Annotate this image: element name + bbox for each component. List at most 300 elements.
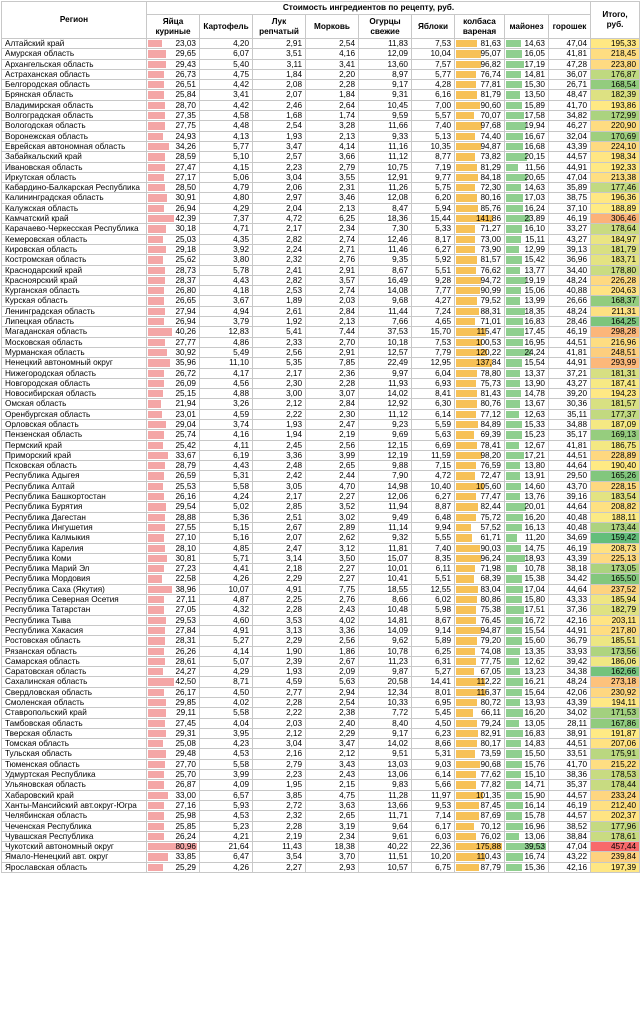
value-cell	[200, 543, 253, 553]
value-cell	[412, 234, 455, 244]
value-cell	[200, 69, 253, 79]
data-bar	[456, 122, 482, 129]
data-bar	[148, 370, 164, 377]
value-text: 47,04	[566, 842, 588, 852]
value-text: 47,04	[566, 172, 588, 182]
value-text: 39,16	[566, 492, 588, 502]
value-text: 15,60	[524, 636, 545, 646]
value-cell	[306, 461, 359, 471]
value-text: 27,47	[175, 162, 196, 172]
value-cell	[549, 718, 591, 728]
data-bar	[148, 153, 165, 160]
value-cell	[455, 584, 505, 594]
data-bar	[456, 164, 477, 171]
data-bar	[456, 267, 476, 274]
value-cell	[147, 296, 200, 306]
data-bar	[506, 411, 519, 418]
value-text: 81,63	[480, 39, 501, 48]
value-cell	[505, 255, 549, 265]
value-cell	[147, 327, 200, 337]
value-cell	[200, 172, 253, 182]
value-cell	[455, 90, 505, 100]
value-cell	[412, 100, 455, 110]
value-text: 30,36	[566, 399, 588, 409]
value-cell	[253, 131, 306, 141]
value-text: 77,12	[480, 409, 501, 419]
value-text: 2,29	[339, 728, 355, 738]
value-text: 7,14	[435, 811, 451, 821]
data-bar	[148, 812, 164, 819]
value-text: 5,16	[233, 533, 249, 543]
value-text: 4,50	[435, 718, 451, 728]
value-cell	[253, 718, 306, 728]
value-cell	[505, 522, 549, 532]
data-bar	[148, 184, 165, 191]
value-text: 2,28	[339, 378, 355, 388]
value-text: 15,80	[524, 595, 545, 605]
value-text: 3,47	[339, 739, 355, 749]
value-cell	[200, 749, 253, 759]
region-cell: Новосибирская область	[2, 389, 147, 399]
value-text: 44,51	[566, 450, 588, 460]
region-cell: Забайкальский край	[2, 152, 147, 162]
value-cell	[505, 533, 549, 543]
value-cell	[200, 275, 253, 285]
value-text: 11,83	[388, 39, 408, 48]
value-cell	[412, 800, 455, 810]
value-cell	[306, 172, 359, 182]
value-text: 13,93	[524, 698, 545, 707]
value-cell	[549, 49, 591, 59]
value-text: 5,35	[286, 358, 302, 368]
value-cell	[306, 625, 359, 635]
region-cell: Челябинская область	[2, 811, 147, 821]
value-text: 4,43	[233, 461, 249, 471]
value-cell	[455, 409, 505, 419]
value-text: 76,02	[480, 831, 501, 841]
value-cell	[147, 728, 200, 738]
total-cell: 273,18	[591, 677, 640, 687]
value-cell	[200, 358, 253, 368]
data-bar	[148, 575, 162, 582]
data-bar	[148, 40, 162, 47]
value-cell	[147, 800, 200, 810]
data-bar	[506, 40, 521, 47]
value-text: 3,46	[339, 193, 355, 203]
value-cell	[147, 306, 200, 316]
region-cell: Ямало-Ненецкий авт. округ	[2, 852, 147, 862]
value-cell	[412, 214, 455, 224]
value-cell	[412, 172, 455, 182]
table-row	[2, 152, 640, 162]
value-text: 29,53	[175, 615, 196, 625]
value-text: 43,39	[566, 553, 588, 563]
value-text: 72,30	[480, 183, 501, 193]
value-text: 25,29	[175, 862, 196, 872]
value-text: 3,41	[339, 59, 355, 69]
value-text: 16,49	[387, 275, 408, 285]
value-cell	[455, 358, 505, 368]
table-row	[2, 698, 640, 708]
value-text: 35,17	[566, 430, 588, 440]
data-bar	[506, 750, 522, 757]
value-cell	[147, 811, 200, 821]
value-cell	[359, 440, 412, 450]
data-bar	[456, 400, 477, 407]
data-bar	[506, 483, 521, 490]
value-cell	[455, 862, 505, 872]
value-text: 14,81	[524, 69, 545, 79]
value-cell	[200, 255, 253, 265]
value-cell	[412, 862, 455, 872]
value-cell	[306, 69, 359, 79]
value-cell	[412, 821, 455, 831]
value-text: 5,98	[435, 605, 451, 615]
value-cell	[505, 296, 549, 306]
table-row	[2, 59, 640, 69]
value-cell	[549, 306, 591, 316]
value-cell	[359, 574, 412, 584]
data-bar	[148, 606, 164, 613]
value-text: 8,35	[435, 553, 451, 563]
value-cell	[505, 667, 549, 677]
data-bar	[148, 112, 165, 119]
data-bar	[506, 545, 521, 552]
value-text: 3,04	[286, 172, 302, 182]
value-cell	[200, 368, 253, 378]
data-bar	[148, 431, 164, 438]
value-text: 3,99	[339, 450, 355, 460]
table-row	[2, 327, 640, 337]
value-text: 2,16	[286, 749, 302, 759]
value-text: 90,99	[480, 286, 501, 296]
region-cell: Магаданская область	[2, 327, 147, 337]
value-cell	[147, 193, 200, 203]
value-text: 17,03	[524, 193, 545, 203]
value-text: 1,94	[286, 430, 302, 440]
table-row	[2, 533, 640, 543]
region-cell: Орловская область	[2, 419, 147, 429]
region-cell: Ростовская область	[2, 636, 147, 646]
value-cell	[505, 121, 549, 131]
value-cell	[359, 244, 412, 254]
value-text: 36,79	[566, 636, 588, 646]
value-cell	[359, 615, 412, 625]
value-text: 7,77	[435, 286, 451, 296]
total-cell: 177,96	[591, 821, 640, 831]
value-cell	[253, 615, 306, 625]
value-cell	[455, 636, 505, 646]
value-text: 30,92	[175, 347, 196, 357]
value-text: 2,47	[339, 419, 355, 429]
data-bar	[148, 678, 174, 685]
total-cell: 457,44	[591, 842, 640, 852]
value-cell	[549, 317, 591, 327]
value-text: 6,27	[435, 244, 451, 254]
value-cell	[147, 214, 200, 224]
value-text: 30,18	[175, 224, 196, 234]
value-cell	[505, 728, 549, 738]
value-text: 3,14	[286, 553, 302, 563]
value-text: 2,67	[339, 656, 355, 666]
value-cell	[306, 821, 359, 831]
value-text: 8,01	[435, 687, 451, 697]
value-text: 9,83	[392, 780, 408, 790]
value-text: 28,37	[175, 275, 196, 285]
value-cell	[359, 543, 412, 553]
value-cell	[147, 368, 200, 378]
value-text: 15,10	[524, 770, 545, 780]
value-text: 4,18	[233, 286, 249, 296]
total-cell: 239,84	[591, 852, 640, 862]
value-text: 10,48	[387, 605, 408, 615]
data-bar	[148, 411, 162, 418]
value-text: 2,28	[286, 821, 302, 831]
value-cell	[412, 739, 455, 749]
value-cell	[549, 275, 591, 285]
value-text: 8,66	[435, 739, 451, 749]
value-text: 34,82	[566, 111, 588, 121]
region-cell: Калининградская область	[2, 193, 147, 203]
data-bar	[148, 761, 165, 768]
region-cell: Вологодская область	[2, 121, 147, 131]
value-cell	[505, 90, 549, 100]
value-cell	[412, 399, 455, 409]
table-row	[2, 811, 640, 821]
value-text: 4,23	[233, 739, 249, 749]
value-cell	[200, 265, 253, 275]
value-text: 7,00	[435, 100, 451, 110]
value-text: 115,47	[476, 327, 501, 337]
value-text: 80,17	[480, 739, 501, 749]
value-text: 11,94	[388, 502, 408, 512]
value-text: 29,04	[175, 419, 196, 429]
value-cell	[455, 162, 505, 172]
value-text: 3,74	[233, 419, 249, 429]
value-cell	[306, 533, 359, 543]
table-row	[2, 203, 640, 213]
value-cell	[549, 615, 591, 625]
value-cell	[549, 481, 591, 491]
value-text: 6,95	[435, 698, 451, 707]
value-cell	[306, 522, 359, 532]
value-text: 1,68	[286, 111, 302, 121]
value-cell	[505, 440, 549, 450]
value-text: 27,45	[175, 718, 196, 728]
value-text: 2,62	[339, 533, 355, 543]
value-cell	[359, 512, 412, 522]
region-cell: Брянская область	[2, 90, 147, 100]
value-text: 20,15	[524, 152, 545, 162]
value-text: 4,27	[435, 296, 451, 306]
value-cell	[253, 831, 306, 841]
value-cell	[455, 172, 505, 182]
value-cell	[505, 687, 549, 697]
table-row	[2, 378, 640, 388]
value-cell	[359, 502, 412, 512]
region-cell: Курская область	[2, 296, 147, 306]
table-row	[2, 409, 640, 419]
value-cell	[412, 162, 455, 172]
data-bar	[456, 617, 476, 624]
data-bar	[456, 472, 475, 479]
table-row	[2, 39, 640, 49]
value-cell	[306, 275, 359, 285]
value-cell	[412, 512, 455, 522]
value-text: 2,28	[286, 605, 302, 615]
value-text: 14,83	[524, 739, 545, 749]
value-cell	[253, 59, 306, 69]
value-text: 3,05	[286, 481, 302, 491]
value-text: 12,57	[387, 347, 408, 357]
value-cell	[253, 667, 306, 677]
data-bar	[506, 205, 523, 212]
data-bar	[456, 184, 475, 191]
value-text: 3,80	[233, 255, 249, 265]
value-cell	[253, 193, 306, 203]
value-text: 16,20	[524, 512, 545, 522]
value-text: 43,39	[566, 698, 588, 707]
value-text: 5,36	[233, 512, 249, 522]
value-text: 42,39	[175, 214, 196, 224]
value-text: 2,74	[339, 234, 355, 244]
value-text: 2,91	[339, 347, 355, 357]
value-cell	[147, 790, 200, 800]
data-bar	[506, 297, 520, 304]
value-cell	[455, 821, 505, 831]
data-bar	[148, 246, 166, 253]
value-cell	[505, 80, 549, 90]
value-text: 2,29	[286, 574, 302, 584]
data-bar	[506, 648, 520, 655]
value-text: 9,33	[392, 131, 408, 141]
data-bar	[456, 761, 480, 768]
value-cell	[200, 811, 253, 821]
value-cell	[549, 286, 591, 296]
value-cell	[306, 409, 359, 419]
value-cell	[549, 800, 591, 810]
value-cell	[147, 636, 200, 646]
table-row	[2, 749, 640, 759]
value-text: 26,71	[566, 80, 588, 90]
value-text: 11,26	[388, 183, 408, 193]
total-cell: 196,36	[591, 193, 640, 203]
value-text: 5,89	[435, 636, 451, 646]
value-cell	[412, 203, 455, 213]
data-bar	[506, 225, 522, 232]
region-cell: Белгородская область	[2, 80, 147, 90]
column-header: Картофель	[200, 15, 253, 39]
region-cell: Омская область	[2, 399, 147, 409]
value-text: 5,49	[233, 347, 249, 357]
value-text: 42,06	[566, 687, 588, 697]
value-text: 70,12	[480, 821, 501, 831]
value-text: 44,64	[566, 584, 588, 594]
value-cell	[200, 183, 253, 193]
value-cell	[412, 595, 455, 605]
value-text: 67,05	[480, 667, 501, 677]
value-cell	[455, 728, 505, 738]
value-text: 38,36	[566, 770, 588, 780]
value-text: 48,24	[566, 275, 588, 285]
value-cell	[412, 667, 455, 677]
data-bar	[506, 277, 526, 284]
value-text: 28,31	[175, 636, 196, 646]
value-text: 33,51	[566, 749, 588, 759]
data-bar	[148, 194, 167, 201]
data-bar	[456, 781, 476, 788]
value-cell	[455, 347, 505, 357]
value-text: 7,40	[435, 543, 451, 553]
value-text: 16,13	[524, 522, 545, 532]
table-row	[2, 502, 640, 512]
value-cell	[549, 39, 591, 49]
value-cell	[306, 780, 359, 790]
value-cell	[306, 234, 359, 244]
table-row	[2, 759, 640, 769]
value-cell	[147, 780, 200, 790]
value-text: 73,59	[480, 749, 501, 759]
value-cell	[412, 327, 455, 337]
value-cell	[200, 842, 253, 852]
region-cell: Саратовская область	[2, 667, 147, 677]
value-text: 70,07	[480, 111, 501, 121]
value-cell	[359, 698, 412, 708]
value-cell	[359, 842, 412, 852]
value-cell	[455, 131, 505, 141]
value-text: 4,70	[339, 481, 355, 491]
value-text: 26,26	[175, 646, 196, 656]
data-bar	[506, 133, 523, 140]
data-bar	[456, 102, 480, 109]
value-cell	[253, 183, 306, 193]
value-cell	[505, 152, 549, 162]
data-bar	[456, 287, 480, 294]
value-cell	[200, 327, 253, 337]
value-cell	[253, 275, 306, 285]
value-text: 9,35	[392, 255, 408, 265]
region-cell: Алтайский край	[2, 39, 147, 49]
total-cell: 225,13	[591, 553, 640, 563]
table-row	[2, 440, 640, 450]
value-cell	[412, 337, 455, 347]
value-text: 3,63	[339, 800, 355, 810]
value-text: 6,93	[435, 378, 451, 388]
data-bar	[506, 421, 522, 428]
total-cell: 168,54	[591, 80, 640, 90]
data-bar	[506, 452, 524, 459]
value-text: 79,52	[480, 296, 501, 306]
value-text: 2,23	[286, 770, 302, 780]
data-bar	[506, 668, 520, 675]
value-cell	[253, 440, 306, 450]
value-text: 8,77	[435, 152, 451, 162]
value-text: 39,42	[566, 656, 588, 666]
value-cell	[412, 296, 455, 306]
table-row	[2, 255, 640, 265]
total-cell: 213,38	[591, 172, 640, 182]
data-bar	[148, 442, 163, 449]
value-text: 4,28	[435, 80, 451, 90]
value-cell	[147, 244, 200, 254]
value-text: 39,13	[566, 244, 588, 254]
value-cell	[200, 440, 253, 450]
value-cell	[200, 389, 253, 399]
value-text: 6,03	[435, 831, 451, 841]
table-row	[2, 821, 640, 831]
table-row	[2, 358, 640, 368]
value-text: 2,97	[286, 193, 302, 203]
